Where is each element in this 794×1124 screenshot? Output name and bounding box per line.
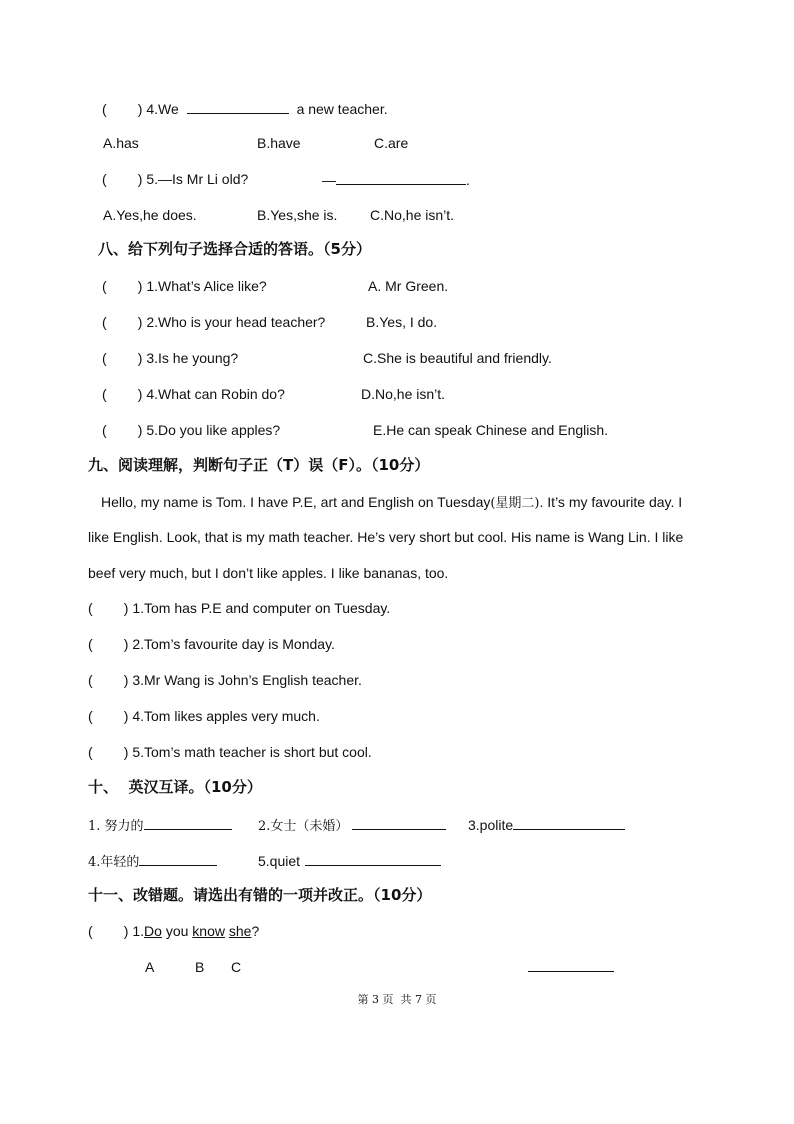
answer-paren[interactable]: ( ) <box>88 744 129 760</box>
q7-4-line <box>102 99 388 118</box>
answer-paren[interactable]: ( ) <box>102 101 143 117</box>
q9-2-line <box>88 635 335 653</box>
option-letter-b: B <box>195 959 205 975</box>
translate-item-3 <box>468 815 625 834</box>
q8-4-line <box>102 385 285 403</box>
q8-answer-option: D.No,he isn’t. <box>361 386 446 402</box>
answer-paren[interactable]: ( ) <box>88 636 129 652</box>
translate-prompt: 4.年轻的 <box>88 855 140 870</box>
translate-blank[interactable] <box>305 851 441 866</box>
passage-text: . It’s my favourite day. I <box>539 494 683 510</box>
section-9-heading: 九、阅读理解，判断句子正（T）误（F）。（10分） <box>88 456 430 474</box>
q7-4-option-b: B.have <box>257 135 301 151</box>
q8-answer-option: E.He can speak Chinese and English. <box>373 422 609 438</box>
q8-question: 4.What can Robin do? <box>146 386 285 402</box>
answer-paren[interactable]: ( ) <box>102 422 143 438</box>
passage-line-1 <box>101 493 682 513</box>
answer-paren[interactable]: ( ) <box>102 278 143 294</box>
translate-blank[interactable] <box>352 815 446 830</box>
q7-4-option-a: A.has <box>103 135 139 151</box>
page-footer: 第 3 页 共 7 页 <box>357 993 437 1006</box>
q11-1-text: you <box>161 923 193 939</box>
answer-paren[interactable]: ( ) <box>88 708 129 724</box>
q7-5-period: . <box>466 172 470 188</box>
q9-statement: 3.Mr Wang is John’s English teacher. <box>132 672 362 688</box>
q7-5-line <box>102 170 248 188</box>
underlined-word-c: she <box>228 923 252 939</box>
translate-blank[interactable] <box>139 851 217 866</box>
q7-5-option-c: C.No,he isn’t. <box>370 207 455 223</box>
q11-1-end: ? <box>251 923 260 939</box>
option-letter-a: A <box>145 959 155 975</box>
q9-1-line <box>88 599 390 617</box>
q8-question: 3.Is he young? <box>146 350 239 366</box>
q7-4-start: 4.We <box>146 101 179 117</box>
translate-prompt: 3.polite <box>468 817 514 833</box>
q8-2-line <box>102 313 325 331</box>
q7-4-end: a new teacher. <box>296 101 388 117</box>
q8-answer-option: B.Yes, I do. <box>366 314 438 330</box>
q7-5-dash: — <box>322 172 336 188</box>
q8-3-line <box>102 349 238 367</box>
q9-statement: 5.Tom’s math teacher is short but cool. <box>132 744 372 760</box>
passage-line-3: beef very much, but I don’t like apples. I like bananas, too. <box>88 565 449 581</box>
answer-paren[interactable]: ( ) <box>88 600 129 616</box>
answer-paren[interactable]: ( ) <box>102 171 143 187</box>
q7-4-blank[interactable] <box>187 99 289 114</box>
answer-paren[interactable]: ( ) <box>102 314 143 330</box>
translate-prompt: 1. 努力的 <box>88 819 144 834</box>
underlined-word-b: know <box>192 923 225 939</box>
q7-5-blank[interactable] <box>336 170 466 185</box>
q8-question: 5.Do you like apples? <box>146 422 281 438</box>
q8-5-line <box>102 421 280 439</box>
q8-answer-option: C.She is beautiful and friendly. <box>363 350 552 366</box>
answer-paren[interactable]: ( ) <box>102 386 143 402</box>
q9-3-line <box>88 671 362 689</box>
answer-paren[interactable]: ( ) <box>88 923 129 939</box>
translate-blank[interactable] <box>513 815 625 830</box>
q11-1-number: 1. <box>132 923 145 939</box>
translate-item-5 <box>258 851 441 870</box>
correction-blank[interactable] <box>528 971 614 972</box>
translate-prompt: 5.quiet <box>258 853 301 869</box>
passage-line-2: like English. Look, that is my math teacher. He’s very short but cool. His name is Wang Lin. I like <box>88 529 684 545</box>
answer-paren[interactable]: ( ) <box>102 350 143 366</box>
q7-4-option-c: C.are <box>374 135 409 151</box>
q7-5-option-a: A.Yes,he does. <box>103 207 197 223</box>
q9-4-line <box>88 707 320 725</box>
section-10-heading: 十、 英汉互译。（10分） <box>88 778 262 796</box>
translate-prompt: 2.女士（未婚） <box>258 819 349 834</box>
translate-item-2 <box>258 815 446 836</box>
translate-item-1 <box>88 815 232 836</box>
translate-blank[interactable] <box>144 815 232 830</box>
q7-5-text: 5.—Is Mr Li old? <box>146 171 249 187</box>
q11-1-line <box>88 922 259 940</box>
q9-statement: 2.Tom’s favourite day is Monday. <box>132 636 335 652</box>
q7-5-answer <box>322 170 470 189</box>
answer-paren[interactable]: ( ) <box>88 672 129 688</box>
q7-5-option-b: B.Yes,she is. <box>257 207 338 223</box>
underlined-word-a: Do <box>144 923 162 939</box>
q9-5-line <box>88 743 372 761</box>
translate-item-4 <box>88 851 217 872</box>
q8-1-line <box>102 277 267 295</box>
q9-statement: 1.Tom has P.E and computer on Tuesday. <box>132 600 391 616</box>
q8-question: 1.What’s Alice like? <box>146 278 267 294</box>
section-11-heading: 十一、改错题。请选出有错的一项并改正。（10分） <box>88 886 432 904</box>
section-8-heading: 八、给下列句子选择合适的答语。（5分） <box>98 240 371 258</box>
option-letter-c: C <box>231 959 242 975</box>
q8-question: 2.Who is your head teacher? <box>146 314 326 330</box>
q8-answer-option: A. Mr Green. <box>368 278 449 294</box>
passage-text: Hello, my name is Tom. I have P.E, art and English on Tuesday <box>101 494 491 510</box>
passage-gloss: (星期二) <box>490 496 540 511</box>
q9-statement: 4.Tom likes apples very much. <box>132 708 320 724</box>
